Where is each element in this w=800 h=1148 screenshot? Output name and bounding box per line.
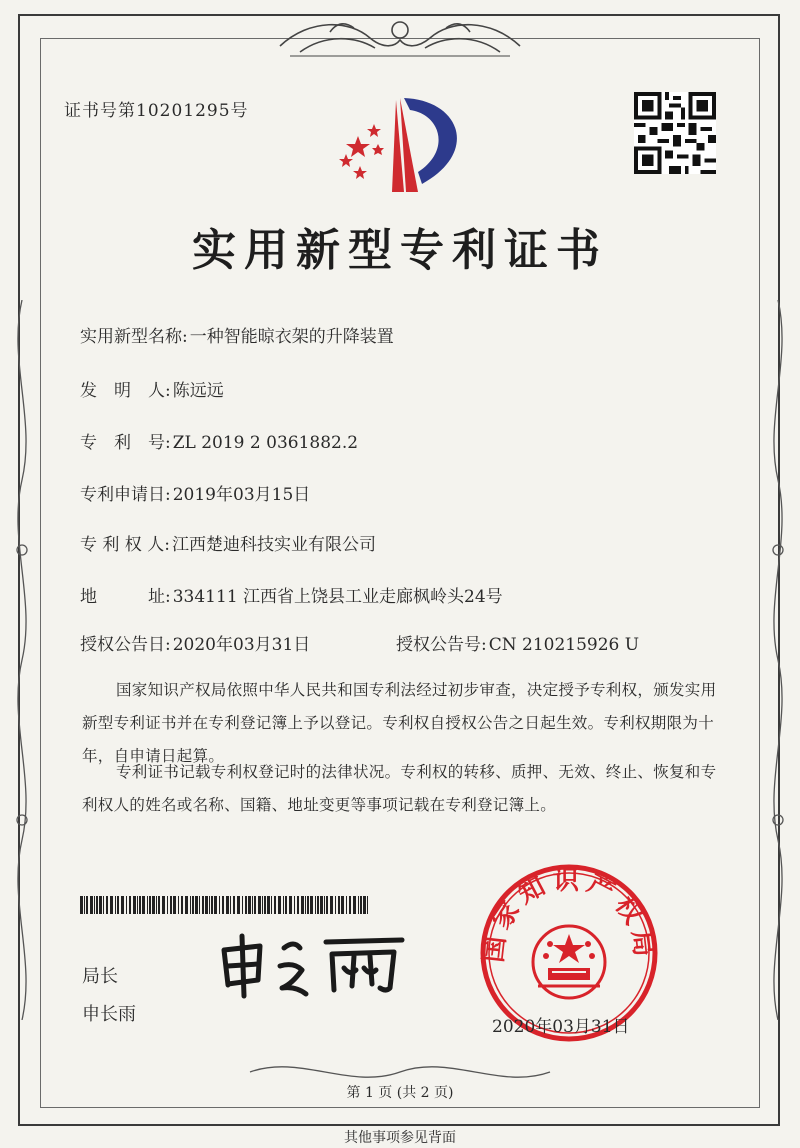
field-address xyxy=(80,582,503,607)
field-label: 发 明 人: xyxy=(80,381,171,401)
field-label: 专 利 号: xyxy=(80,433,171,453)
field-value: 江西楚迪科技实业有限公司 xyxy=(171,535,376,555)
field-value: 2019年03月15日 xyxy=(172,485,311,505)
right-ornament xyxy=(760,300,796,1020)
field-value: 一种智能晾衣架的升降装置 xyxy=(189,327,394,347)
field-value: CN 210215926 U xyxy=(488,635,640,655)
paragraph-legal-status: 专利证书记载专利权登记时的法律状况。专利权的转移、质押、无效、终止、恢复和专利权人的姓名或名称、国籍、地址变更等事项记载在专利登记簿上。 xyxy=(82,763,717,814)
field-grant-announcement-date xyxy=(80,630,310,655)
field-label: 地 址: xyxy=(80,587,171,607)
field-patent-number xyxy=(80,428,358,453)
field-application-date xyxy=(80,480,310,505)
field-grant-announcement-number xyxy=(396,630,639,655)
certificate-number: 证书号第10201295号 xyxy=(64,101,249,121)
field-label: 实用新型名称: xyxy=(80,327,188,347)
top-ornament xyxy=(270,12,530,68)
paragraph-grant-statement: 国家知识产权局依照中华人民共和国专利法经过初步审查，决定授予专利权，颁发实用新型专利证书并在专利登记簿上予以登记。专利权自授权公告之日起生效。专利权期限为十年，自申请日起算。 xyxy=(82,681,717,765)
director-signature xyxy=(214,930,414,1000)
director-name: 申长雨 xyxy=(82,1004,136,1025)
field-value: 陈远远 xyxy=(172,381,224,401)
field-label: 授权公告日: xyxy=(80,635,171,655)
field-value: 2020年03月31日 xyxy=(172,635,311,655)
document-title: 实用新型专利证书 xyxy=(192,225,608,276)
field-utility-model-name xyxy=(80,322,394,347)
field-patentee xyxy=(80,530,376,555)
field-label: 专 利 权 人: xyxy=(80,535,170,555)
field-inventor xyxy=(80,376,224,401)
qr-code xyxy=(634,92,716,174)
patent-office-logo xyxy=(330,92,470,202)
national-emblem-icon xyxy=(533,926,605,998)
page-number: 第 1 页 (共 2 页) xyxy=(346,1085,454,1101)
field-value: 334111 江西省上饶县工业走廊枫岭头24号 xyxy=(172,587,503,607)
seal-date: 2020年03月31日 xyxy=(492,1017,630,1037)
field-label: 授权公告号: xyxy=(396,635,487,655)
field-label: 专利申请日: xyxy=(80,485,171,505)
field-value: ZL 2019 2 0361882.2 xyxy=(172,433,359,453)
left-ornament xyxy=(4,300,40,1020)
director-title: 局长 xyxy=(82,966,118,987)
barcode xyxy=(80,896,368,914)
footer-note: 其他事项参见背面 xyxy=(344,1130,456,1146)
seal-text: 国家知识产权局 xyxy=(478,865,660,965)
